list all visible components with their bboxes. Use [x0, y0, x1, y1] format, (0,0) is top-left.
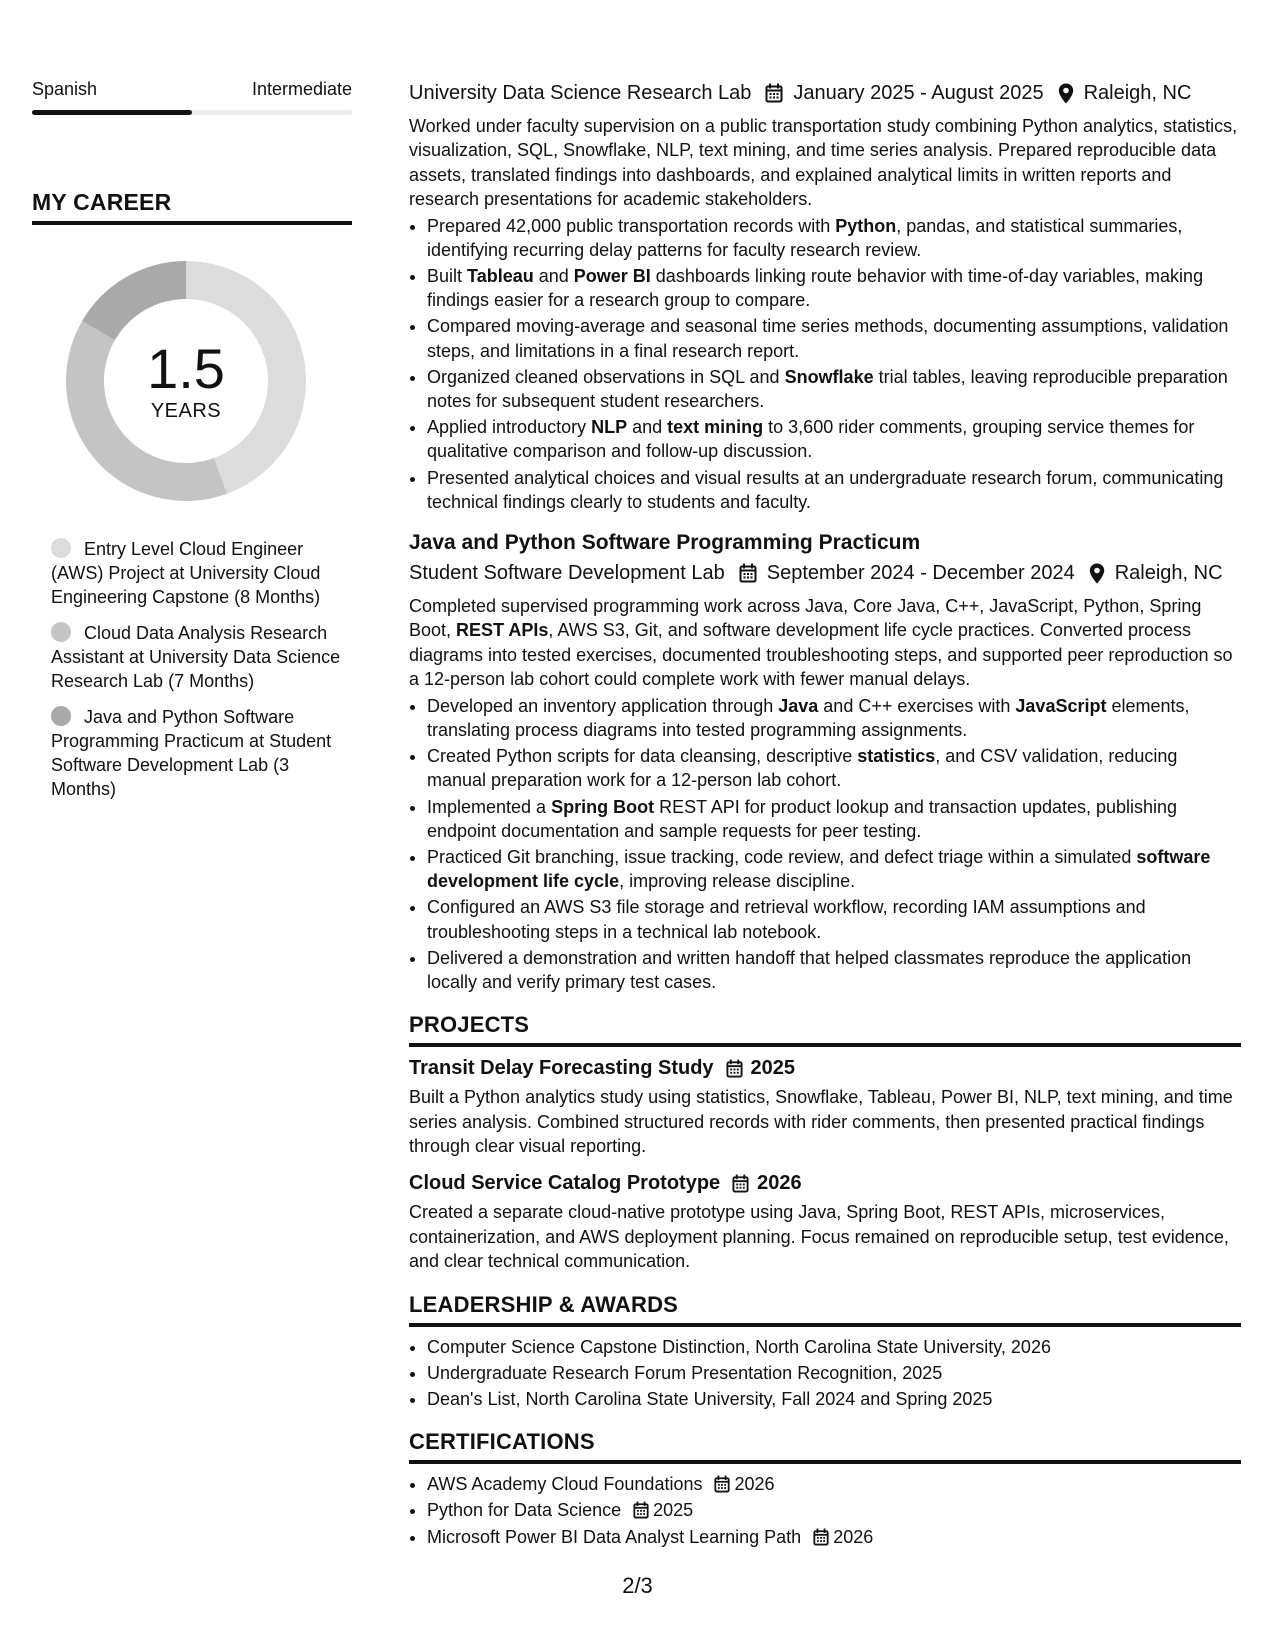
language-name: Spanish	[32, 79, 98, 99]
page-indicator: 2/3	[622, 1573, 653, 1598]
experience-bullet: • Practiced Git branching, issue tracking, code review, and defect triage within a simulated software development life cycle, improving release discipline.	[427, 845, 1241, 893]
location: Raleigh, NC	[1114, 562, 1223, 585]
language-row	[32, 78, 352, 100]
calendar-icon	[726, 1059, 743, 1078]
career-legend-text: Entry Level Cloud Engineer (AWS) Project at University Cloud Engineering Capstone (8 Months)	[51, 539, 321, 607]
career-legend-item	[51, 537, 352, 609]
project-year: 2026	[757, 1172, 802, 1195]
location: Raleigh, NC	[1083, 82, 1192, 104]
career-legend-text: Cloud Data Analysis Research Assistant at University Data Science Research Lab (7 Months)	[51, 623, 341, 691]
certification-item	[427, 1498, 1241, 1522]
total-years-label: YEARS	[150, 399, 222, 422]
certification-name: • AWS Academy Cloud Foundations	[427, 1474, 703, 1495]
project-entry	[409, 1055, 1241, 1158]
language-proficiency-bar	[32, 110, 352, 115]
calendar-icon	[732, 1174, 749, 1193]
career-donut-chart	[66, 261, 306, 501]
project-title: Cloud Service Catalog Prototype	[409, 1172, 721, 1195]
experience-bullet: • Compared moving-average and seasonal time series methods, documenting assumptions, validation steps, and limitations in a final research report.	[427, 314, 1241, 362]
calendar-icon	[714, 1475, 730, 1493]
certification-item	[427, 1525, 1241, 1549]
experience-meta	[409, 560, 1241, 586]
experience-bullet: • Configured an AWS S3 file storage and retrieval workflow, recording IAM assumptions and troubleshooting steps in a technical lab notebook.	[427, 895, 1241, 943]
map-pin-icon	[1089, 563, 1105, 584]
role-title: Java and Python Software Programming Practicum	[409, 531, 921, 555]
experience-bullet: • Applied introductory NLP and text mining to 3,600 rider comments, grouping service themes for qualitative comparison and follow-up discussion.	[427, 415, 1241, 463]
employer: University Data Science Research Lab	[409, 82, 752, 104]
award-item: • Dean's List, North Carolina State University, Fall 2024 and Spring 2025	[427, 1387, 1241, 1411]
certification-year: 2026	[734, 1474, 775, 1495]
certification-year: 2025	[653, 1500, 694, 1521]
awards-list	[409, 1335, 1241, 1412]
certification-name: • Python for Data Science	[427, 1500, 622, 1521]
experience-entry	[409, 80, 1241, 514]
employer: Student Software Development Lab	[409, 562, 725, 585]
career-legend-item	[51, 621, 352, 693]
experience-entry	[409, 530, 1241, 994]
right-column	[409, 80, 1241, 1549]
total-years-value: 1.5	[147, 336, 225, 400]
experience-bullet: • Implemented a Spring Boot REST API for product lookup and transaction updates, publishing endpoint documentation and sample requests for peer testing.	[427, 795, 1241, 843]
date-range: September 2024 - December 2024	[766, 562, 1075, 585]
calendar-icon	[633, 1501, 649, 1519]
career-heading: MY CAREER	[32, 189, 352, 225]
experience-bullet: • Built Tableau and Power BI dashboards linking route behavior with time-of-day variables, making findings easier for a research group to compare.	[427, 264, 1241, 312]
project-title-row	[409, 1170, 1241, 1196]
project-title: Transit Delay Forecasting Study	[409, 1057, 714, 1080]
certification-name: • Microsoft Power BI Data Analyst Learning Path	[427, 1526, 802, 1547]
map-pin-icon	[1058, 83, 1074, 104]
experience-bullet: • Prepared 42,000 public transportation records with Python, pandas, and statistical summaries, identifying recurring delay patterns for faculty research review.	[427, 214, 1241, 262]
legend-dot	[51, 706, 71, 726]
left-column	[32, 78, 352, 813]
calendar-icon	[739, 563, 757, 583]
experience-bullets	[409, 694, 1241, 994]
experience-bullet: • Organized cleaned observations in SQL and Snowflake trial tables, leaving reproducible preparation notes for subsequent student researchers.	[427, 365, 1241, 413]
experience-bullets	[409, 214, 1241, 514]
certifications-heading: CERTIFICATIONS	[409, 1429, 1241, 1464]
calendar-icon	[765, 83, 783, 103]
date-range: January 2025 - August 2025	[793, 82, 1044, 104]
project-description: Built a Python analytics study using statistics, Snowflake, Tableau, Power BI, NLP, text mining, and time series analysis. Combined structured records with rider comments, then presented practical findings through clear visual reporting.	[409, 1087, 1233, 1156]
award-item: • Undergraduate Research Forum Presentation Recognition, 2025	[427, 1361, 1241, 1385]
legend-dot	[51, 622, 71, 642]
experience-bullet: • Created Python scripts for data cleansing, descriptive statistics, and CSV validation, reducing manual preparation work for a 12-person lab cohort.	[427, 744, 1241, 792]
project-title-row	[409, 1055, 1241, 1081]
experience-summary: Completed supervised programming work across Java, Core Java, C++, JavaScript, Python, Spring Boot, REST APIs, AWS S3, Git, and software development life cycle practices. Converted process diagrams into tested exercises, documented troubleshooting steps, and supported peer reproduction so a 12-person lab cohort could complete work with fewer manual delays.	[409, 596, 1233, 690]
career-legend-text: Java and Python Software Programming Practicum at Student Software Development Lab (3 Months)	[51, 707, 332, 799]
language-proficiency-fill	[32, 110, 192, 115]
experience-bullet: • Presented analytical choices and visual results at an undergraduate research forum, communicating technical findings clearly to students and faculty.	[427, 466, 1241, 514]
calendar-icon	[813, 1528, 829, 1546]
award-item: • Computer Science Capstone Distinction, North Carolina State University, 2026	[427, 1335, 1241, 1359]
certification-year: 2026	[833, 1526, 874, 1547]
certification-item	[427, 1472, 1241, 1496]
project-entry	[409, 1170, 1241, 1273]
projects-heading: PROJECTS	[409, 1012, 1241, 1047]
experience-bullet: • Developed an inventory application through Java and C++ exercises with JavaScript elements, translating process diagrams into tested programming assignments.	[427, 694, 1241, 742]
career-legend	[51, 537, 352, 801]
experience-bullet: • Delivered a demonstration and written handoff that helped classmates reproduce the application locally and verify primary test cases.	[427, 946, 1241, 994]
career-legend-item	[51, 705, 352, 801]
legend-dot	[51, 538, 71, 558]
experience-summary: Worked under faculty supervision on a public transportation study combining Python analytics, statistics, visualization, SQL, Snowflake, NLP, text mining, and time series analysis. Prepared reproducible data assets, translated findings into dashboards, and explained analytical limits in written reports and research presentations for academic stakeholders.	[409, 116, 1238, 210]
certifications-list	[409, 1472, 1241, 1549]
language-level: Intermediate	[251, 79, 352, 99]
project-year: 2025	[750, 1057, 796, 1080]
donut-center	[66, 261, 306, 501]
project-description: Created a separate cloud-native prototype using Java, Spring Boot, REST APIs, microservices, containerization, and AWS deployment planning. Focus remained on reproducible setup, test evidence, and clear technical communication.	[409, 1202, 1229, 1272]
experience-meta	[409, 80, 1241, 106]
awards-heading: LEADERSHIP & AWARDS	[409, 1292, 1241, 1327]
